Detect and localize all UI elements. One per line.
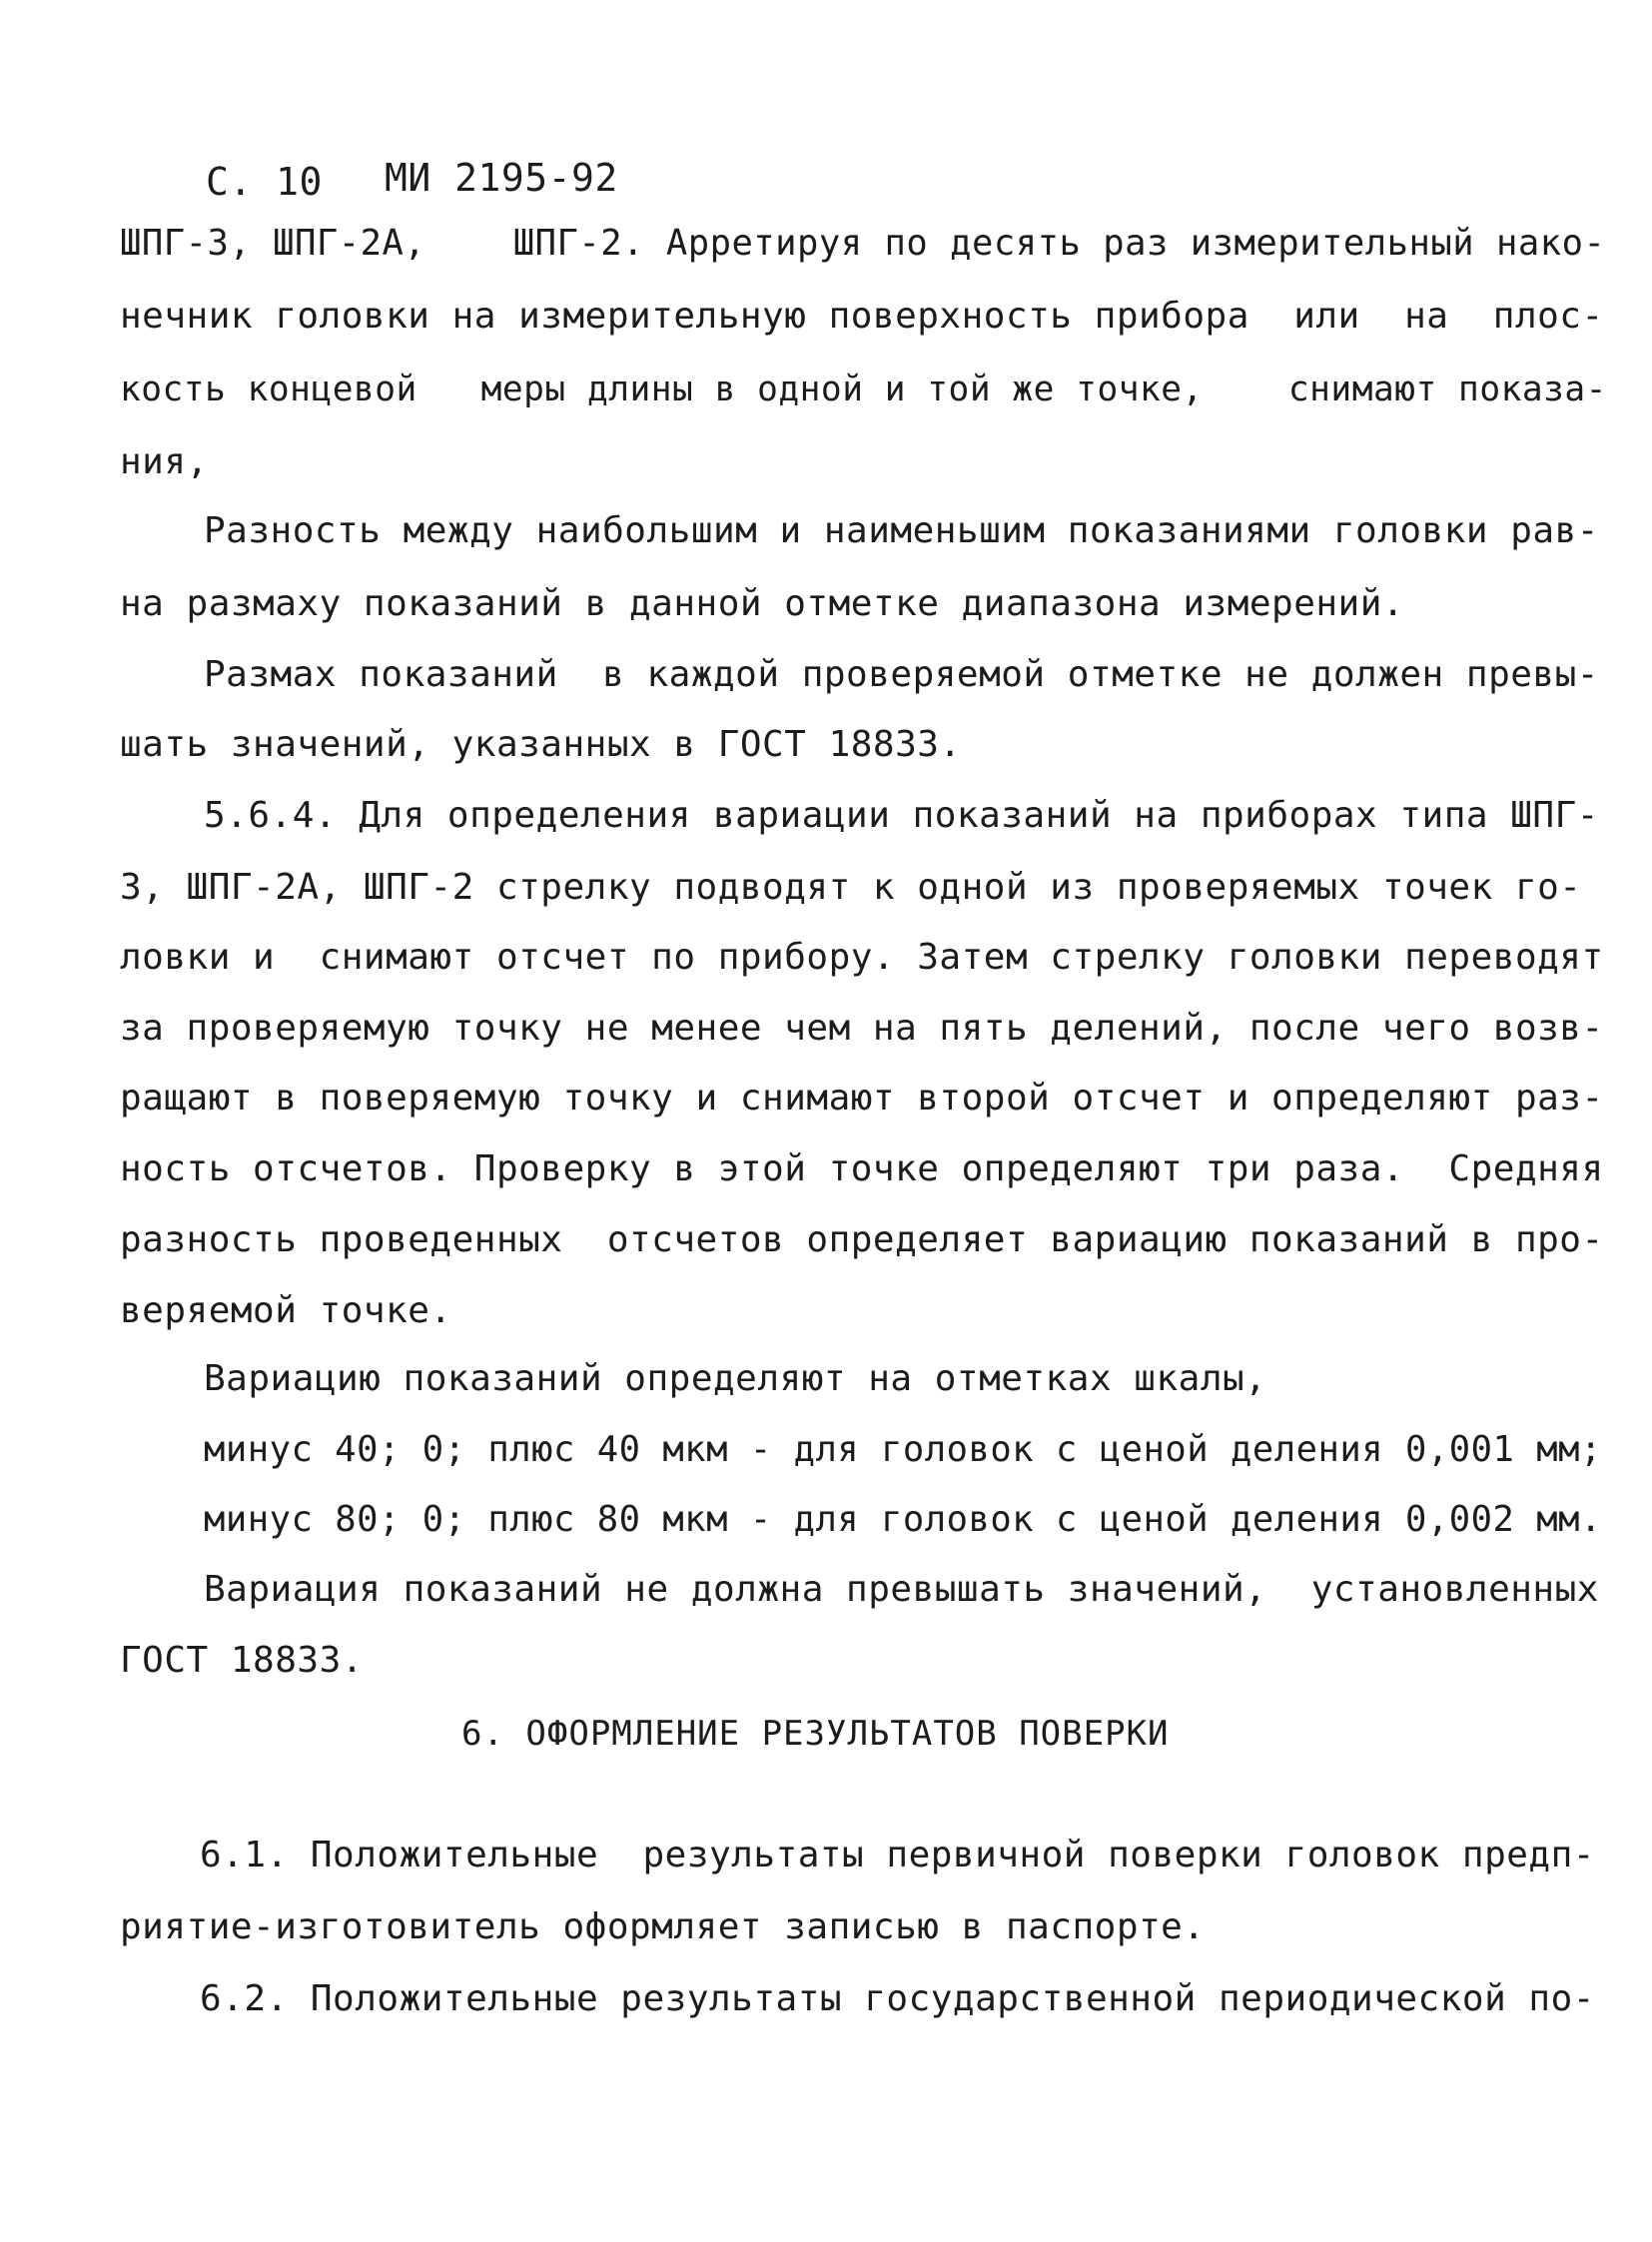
text-line: ность отсчетов. Проверку в этой точке определяют три раза. Средняя (120, 1148, 1604, 1189)
text-line: минус 80; 0; плюс 80 мкм - для головок с ценой деления 0,002 мм. (204, 1499, 1602, 1540)
text-line: Размах показаний в каждой проверяемой отметке не должен превы- (204, 654, 1599, 695)
text-line: 6.1. Положительные результаты первичной поверки головок предп- (200, 1835, 1595, 1875)
text-line: 6.2. Положительные результаты государственной периодической по- (200, 1978, 1595, 2019)
text-line: веряемой точке. (120, 1290, 452, 1331)
text-line: Вариацию показаний определяют на отметках шкалы, (204, 1358, 1267, 1399)
text-line: минус 40; 0; плюс 40 мкм - для головок с ценой деления 0,001 мм; (204, 1429, 1602, 1470)
text-line: Вариация показаний не должна превышать значений, установленных (204, 1569, 1599, 1610)
text-line: за проверяемую точку не менее чем на пять делений, после чего возв- (120, 1008, 1604, 1049)
text-line: ращают в поверяемую точку и снимают второй отсчет и определяют раз- (120, 1078, 1604, 1119)
document-code: МИ 2195-92 (385, 156, 618, 200)
section-heading: 6. ОФОРМЛЕНИЕ РЕЗУЛЬТАТОВ ПОВЕРКИ (461, 1714, 1170, 1754)
text-line: ГОСТ 18833. (120, 1640, 364, 1681)
text-line: 5.6.4. Для определения вариации показаний на приборах типа ШПГ- (204, 795, 1599, 836)
text-line: нечник головки на измерительную поверхность прибора или на плос- (120, 296, 1604, 337)
text-line: на размаху показаний в данной отметке диапазона измерений. (120, 583, 1405, 624)
text-line: шать значений, указанных в ГОСТ 18833. (120, 724, 962, 765)
text-line: Разность между наибольшим и наименьшим показаниями головки рав- (204, 510, 1599, 551)
text-line: разность проведенных отсчетов определяет вариацию показаний в про- (120, 1219, 1604, 1260)
text-line: кость концевой меры длины в одной и той же точке, снимают показа- (120, 370, 1607, 409)
text-line: ния, (120, 441, 209, 482)
text-line: ШПГ-3, ШПГ-2А, ШПГ-2. Арретируя по десять раз измерительный нако- (120, 223, 1606, 264)
text-line: риятие-изготовитель оформляет записью в паспорте. (120, 1906, 1206, 1947)
text-line: ловки и снимают отсчет по прибору. Затем стрелку головки переводят (120, 937, 1604, 978)
page-number: С. 10 (206, 160, 323, 204)
text-line: 3, ШПГ-2А, ШПГ-2 стрелку подводят к одной из проверяемых точек го- (120, 867, 1582, 908)
